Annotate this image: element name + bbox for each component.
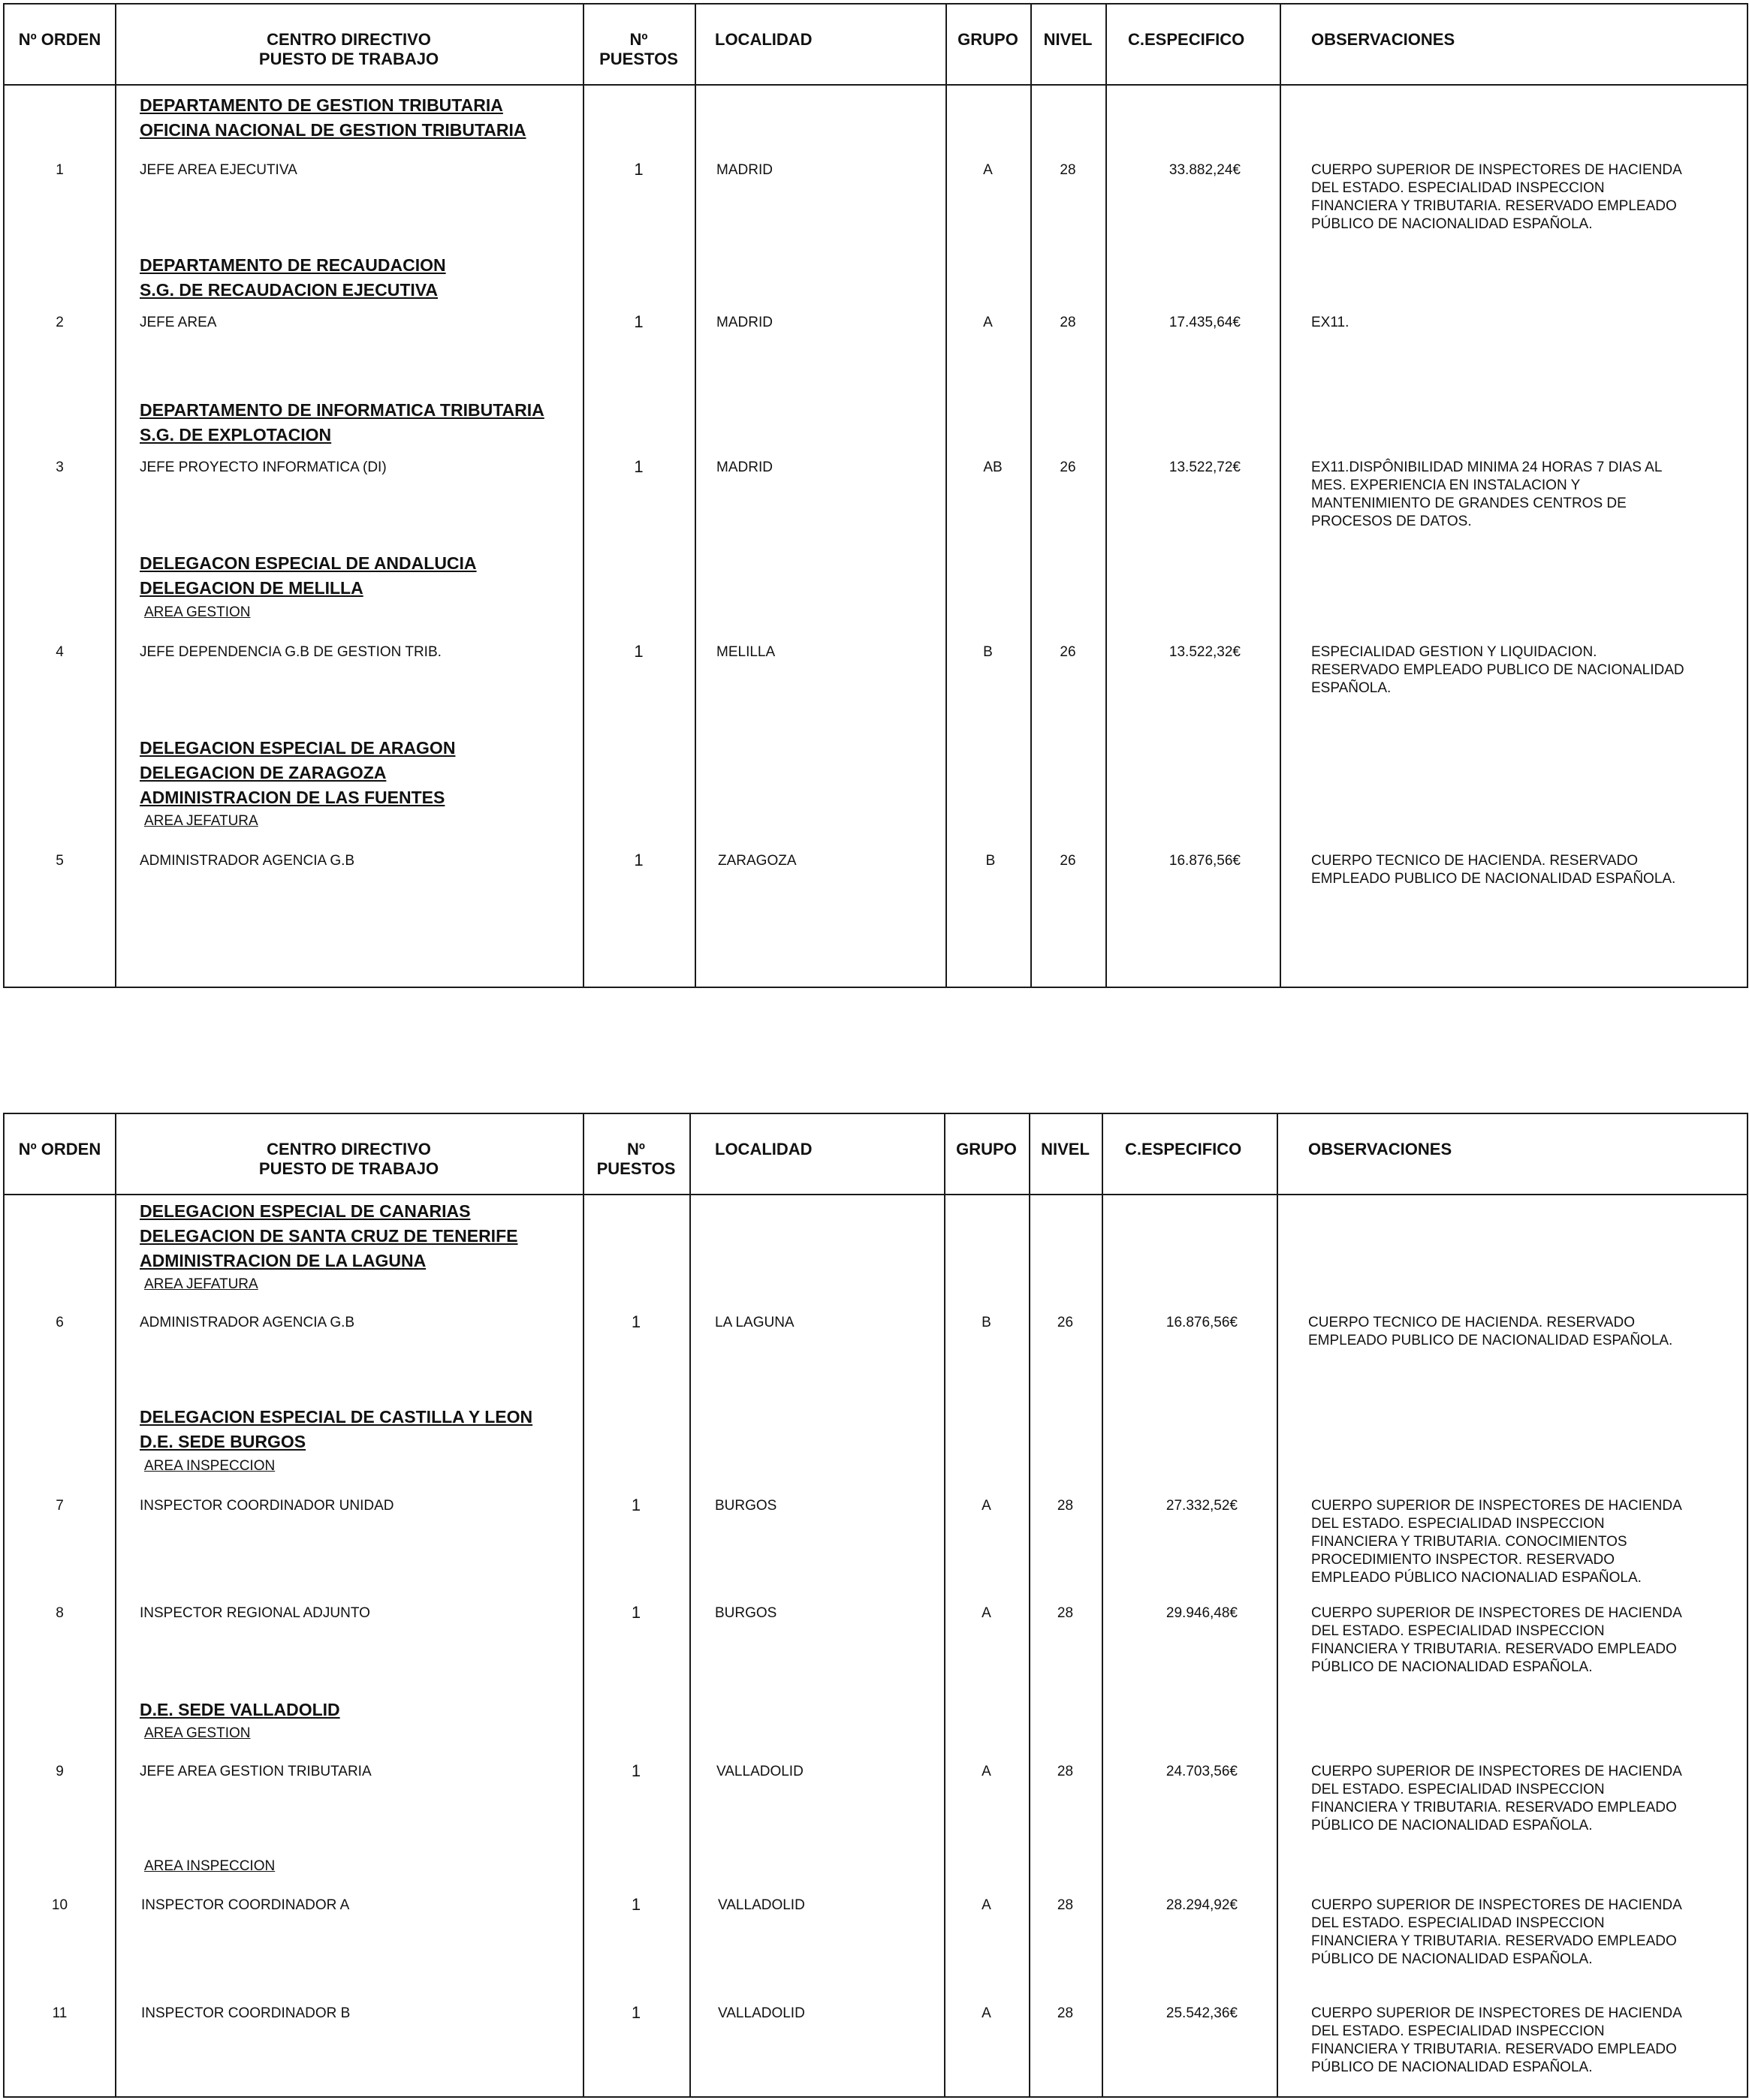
row-nivel: 28	[1060, 315, 1076, 330]
subsection-heading: AREA JEFATURA	[144, 813, 258, 829]
obs-line: CUERPO SUPERIOR DE INSPECTORES DE HACIENDA	[1311, 1897, 1682, 1913]
row-observaciones	[1308, 1314, 1714, 1350]
header-localidad: LOCALIDAD	[715, 1140, 813, 1158]
section-heading: D.E. SEDE BURGOS	[140, 1432, 306, 1451]
section-heading: DELEGACION ESPECIAL DE ARAGON	[140, 738, 456, 758]
row-especifico: 29.946,48€	[1165, 1605, 1238, 1621]
row-nivel: 28	[1057, 1897, 1074, 1913]
column-divider	[945, 5, 947, 987]
obs-line: PROCEDIMIENTO INSPECTOR. RESERVADO	[1311, 1552, 1615, 1568]
row-especifico: 25.542,36€	[1165, 2005, 1238, 2021]
row-grupo: A	[983, 315, 993, 330]
section-heading: S.G. DE RECAUDACION EJECUTIVA	[140, 280, 439, 300]
header-divider	[5, 1194, 1747, 1195]
row-orden: 7	[56, 1498, 64, 1514]
obs-line: RESERVADO EMPLEADO PUBLICO DE NACIONALIDAD	[1311, 662, 1684, 678]
row-num-puestos: 1	[631, 2003, 641, 2022]
row-observaciones	[1311, 852, 1717, 888]
row-orden: 5	[56, 853, 64, 869]
row-nivel: 28	[1057, 2005, 1074, 2021]
row-especifico: 27.332,52€	[1165, 1498, 1238, 1514]
section-heading: DEPARTAMENTO DE RECAUDACION	[140, 255, 446, 275]
row-nivel: 28	[1057, 1498, 1074, 1514]
row-localidad: VALLADOLID	[716, 1764, 804, 1779]
obs-line: MANTENIMIENTO DE GRANDES CENTROS DE	[1311, 496, 1627, 511]
column-divider	[115, 5, 116, 987]
obs-line: ESPAÑOLA.	[1311, 680, 1392, 696]
row-localidad: MADRID	[716, 315, 773, 330]
header-divider	[5, 84, 1747, 86]
row-num-puestos: 1	[634, 457, 644, 476]
obs-line: FINANCIERA Y TRIBUTARIA. RESERVADO EMPLEADO	[1311, 2041, 1677, 2057]
obs-line: CUERPO SUPERIOR DE INSPECTORES DE HACIENDA	[1311, 1764, 1682, 1779]
row-nivel: 26	[1057, 1315, 1074, 1330]
row-num-puestos: 1	[634, 851, 644, 869]
section-heading: ADMINISTRACION DE LA LAGUNA	[140, 1251, 427, 1270]
obs-line: DEL ESTADO. ESPECIALIDAD INSPECCION	[1311, 2023, 1605, 2039]
obs-line: PÚBLICO DE NACIONALIDAD ESPAÑOLA.	[1311, 216, 1593, 232]
row-observaciones	[1311, 1763, 1717, 1835]
row-grupo: B	[983, 644, 993, 660]
obs-line: EX11.	[1311, 315, 1349, 330]
obs-line: CUERPO SUPERIOR DE INSPECTORES DE HACIENDA	[1311, 2005, 1682, 2021]
row-especifico: 13.522,72€	[1169, 459, 1241, 475]
subsection-heading: AREA JEFATURA	[144, 1276, 258, 1292]
row-localidad: LA LAGUNA	[715, 1315, 795, 1330]
header-puestos-line2: PUESTOS	[599, 50, 678, 68]
header-nivel: NIVEL	[1043, 30, 1093, 49]
row-grupo: A	[983, 162, 993, 178]
row-localidad: VALLADOLID	[718, 2005, 805, 2021]
row-observaciones	[1311, 1497, 1717, 1587]
header-centro-line2: PUESTO DE TRABAJO	[258, 1159, 439, 1178]
row-nivel: 26	[1060, 459, 1076, 475]
row-localidad: VALLADOLID	[718, 1897, 805, 1913]
obs-line: DEL ESTADO. ESPECIALIDAD INSPECCION	[1311, 1915, 1605, 1931]
row-nivel: 28	[1057, 1764, 1074, 1779]
section-heading: ADMINISTRACION DE LAS FUENTES	[140, 788, 445, 807]
obs-line: FINANCIERA Y TRIBUTARIA. CONOCIMIENTOS	[1311, 1534, 1627, 1550]
column-divider	[115, 1114, 116, 2096]
row-especifico: 17.435,64€	[1169, 315, 1241, 330]
header-puestos-line2: PUESTOS	[596, 1159, 676, 1178]
row-puesto: ADMINISTRADOR AGENCIA G.B	[140, 853, 355, 869]
row-puesto: JEFE AREA EJECUTIVA	[140, 162, 297, 178]
row-puesto: JEFE AREA	[140, 315, 217, 330]
obs-line: DEL ESTADO. ESPECIALIDAD INSPECCION	[1311, 180, 1605, 196]
row-num-puestos: 1	[631, 1496, 641, 1514]
table-2	[3, 1113, 1748, 2098]
header-observaciones: OBSERVACIONES	[1311, 30, 1455, 49]
row-especifico: 24.703,56€	[1165, 1764, 1238, 1779]
row-puesto: JEFE PROYECTO INFORMATICA (DI)	[140, 459, 387, 475]
row-localidad: MADRID	[716, 162, 773, 178]
header-puestos	[583, 30, 695, 69]
row-observaciones	[1311, 643, 1717, 697]
row-num-puestos: 1	[631, 1312, 641, 1331]
obs-line: FINANCIERA Y TRIBUTARIA. RESERVADO EMPLEADO	[1311, 1641, 1677, 1657]
header-nivel: NIVEL	[1041, 1140, 1090, 1158]
subsection-heading: AREA GESTION	[144, 1725, 251, 1741]
column-divider	[689, 1114, 691, 2096]
row-nivel: 28	[1057, 1605, 1074, 1621]
row-localidad: BURGOS	[715, 1605, 777, 1621]
obs-line: PÚBLICO DE NACIONALIDAD ESPAÑOLA.	[1311, 2059, 1593, 2075]
header-grupo: GRUPO	[957, 30, 1018, 49]
row-puesto: INSPECTOR COORDINADOR B	[141, 2005, 351, 2021]
row-grupo: A	[982, 1498, 991, 1514]
header-puestos	[583, 1140, 689, 1179]
row-puesto: JEFE AREA GESTION TRIBUTARIA	[140, 1764, 372, 1779]
column-divider	[1280, 5, 1281, 987]
row-puesto: INSPECTOR COORDINADOR A	[141, 1897, 350, 1913]
header-puestos-line1: Nº	[627, 1140, 645, 1158]
section-heading: DEPARTAMENTO DE GESTION TRIBUTARIA	[140, 95, 503, 115]
obs-line: EX11.DISPÔNIBILIDAD MINIMA 24 HORAS 7 DIAS AL	[1311, 459, 1663, 475]
obs-line: CUERPO SUPERIOR DE INSPECTORES DE HACIENDA	[1311, 1605, 1682, 1621]
section-heading: DELEGACION DE MELILLA	[140, 578, 363, 598]
row-grupo: A	[982, 1764, 991, 1779]
header-centro-line2: PUESTO DE TRABAJO	[258, 50, 439, 68]
obs-line: FINANCIERA Y TRIBUTARIA. RESERVADO EMPLEADO	[1311, 1800, 1677, 1815]
section-heading: DELEGACION DE ZARAGOZA	[140, 763, 387, 782]
obs-line: PÚBLICO DE NACIONALIDAD ESPAÑOLA.	[1311, 1951, 1593, 1967]
row-especifico: 13.522,32€	[1169, 644, 1241, 660]
row-num-puestos: 1	[631, 1603, 641, 1622]
obs-line: DEL ESTADO. ESPECIALIDAD INSPECCION	[1311, 1782, 1605, 1797]
row-orden: 4	[56, 644, 64, 660]
row-orden: 8	[56, 1605, 64, 1621]
row-orden: 9	[56, 1764, 64, 1779]
obs-line: PROCESOS DE DATOS.	[1311, 514, 1472, 529]
table-1	[3, 3, 1748, 988]
row-observaciones	[1311, 1604, 1717, 1677]
row-observaciones	[1311, 2005, 1717, 2077]
header-centro-line1: CENTRO DIRECTIVO	[267, 1140, 431, 1158]
obs-line: ESPECIALIDAD GESTION Y LIQUIDACION.	[1311, 644, 1597, 660]
header-grupo: GRUPO	[956, 1140, 1017, 1158]
section-heading: DELEGACION ESPECIAL DE CANARIAS	[140, 1201, 471, 1221]
obs-line: PÚBLICO DE NACIONALIDAD ESPAÑOLA.	[1311, 1659, 1593, 1675]
row-grupo: B	[982, 1315, 991, 1330]
row-orden: 6	[56, 1315, 64, 1330]
row-orden: 1	[56, 162, 64, 178]
section-heading: D.E. SEDE VALLADOLID	[140, 1700, 340, 1719]
row-nivel: 26	[1060, 644, 1076, 660]
column-divider	[1105, 5, 1107, 987]
section-heading: DELEGACION DE SANTA CRUZ DE TENERIFE	[140, 1226, 518, 1246]
subsection-heading: AREA INSPECCION	[144, 1458, 276, 1474]
row-localidad: MELILLA	[716, 644, 776, 660]
row-especifico: 33.882,24€	[1169, 162, 1241, 178]
header-orden: Nº ORDEN	[18, 30, 101, 49]
row-num-puestos: 1	[631, 1895, 641, 1914]
row-puesto: JEFE DEPENDENCIA G.B DE GESTION TRIB.	[140, 644, 442, 660]
section-heading: OFICINA NACIONAL DE GESTION TRIBUTARIA	[140, 120, 526, 140]
row-nivel: 28	[1060, 162, 1076, 178]
column-divider	[1030, 5, 1032, 987]
row-observaciones	[1311, 1897, 1717, 1969]
row-grupo: B	[985, 853, 996, 869]
row-especifico: 16.876,56€	[1169, 853, 1241, 869]
subsection-heading: AREA INSPECCION	[144, 1858, 276, 1874]
section-heading: DELEGACON ESPECIAL DE ANDALUCIA	[140, 553, 477, 573]
row-orden: 11	[52, 2005, 68, 2021]
header-centro-directivo	[115, 1140, 583, 1179]
header-especifico: C.ESPECIFICO	[1125, 1140, 1242, 1158]
header-especifico: C.ESPECIFICO	[1128, 30, 1245, 49]
header-puestos-line1: Nº	[629, 30, 648, 49]
obs-line: FINANCIERA Y TRIBUTARIA. RESERVADO EMPLEADO	[1311, 1933, 1677, 1949]
row-grupo: A	[982, 2005, 991, 2021]
row-observaciones	[1311, 459, 1717, 531]
row-num-puestos: 1	[634, 160, 644, 179]
row-orden: 10	[51, 1897, 68, 1913]
header-orden: Nº ORDEN	[18, 1140, 101, 1158]
obs-line: PÚBLICO DE NACIONALIDAD ESPAÑOLA.	[1311, 1818, 1593, 1833]
obs-line: MES. EXPERIENCIA EN INSTALACION Y	[1311, 478, 1581, 493]
row-num-puestos: 1	[631, 1761, 641, 1780]
row-num-puestos: 1	[634, 312, 644, 331]
obs-line: CUERPO TECNICO DE HACIENDA. RESERVADO	[1308, 1315, 1635, 1330]
row-puesto: INSPECTOR REGIONAL ADJUNTO	[140, 1605, 370, 1621]
obs-line: EMPLEADO PUBLICO DE NACIONALIDAD ESPAÑOLA.	[1308, 1333, 1673, 1348]
row-observaciones	[1311, 314, 1717, 332]
obs-line: DEL ESTADO. ESPECIALIDAD INSPECCION	[1311, 1623, 1605, 1639]
row-puesto: INSPECTOR COORDINADOR UNIDAD	[140, 1498, 394, 1514]
row-grupo: A	[982, 1897, 991, 1913]
subsection-heading: AREA GESTION	[144, 604, 251, 620]
column-divider	[695, 5, 696, 987]
row-especifico: 16.876,56€	[1165, 1315, 1238, 1330]
header-centro-directivo	[115, 30, 583, 69]
row-observaciones	[1311, 161, 1717, 234]
obs-line: FINANCIERA Y TRIBUTARIA. RESERVADO EMPLEADO	[1311, 198, 1677, 214]
header-centro-line1: CENTRO DIRECTIVO	[267, 30, 431, 49]
row-grupo: A	[982, 1605, 991, 1621]
section-heading: S.G. DE EXPLOTACION	[140, 425, 332, 444]
row-localidad: BURGOS	[715, 1498, 777, 1514]
row-localidad: ZARAGOZA	[718, 853, 797, 869]
row-orden: 3	[56, 459, 64, 475]
row-grupo: AB	[983, 459, 1003, 475]
obs-line: CUERPO SUPERIOR DE INSPECTORES DE HACIENDA	[1311, 1498, 1682, 1514]
section-heading: DEPARTAMENTO DE INFORMATICA TRIBUTARIA	[140, 400, 544, 420]
obs-line: EMPLEADO PUBLICO DE NACIONALIDAD ESPAÑOLA.	[1311, 871, 1676, 887]
column-divider	[1277, 1114, 1278, 2096]
header-localidad: LOCALIDAD	[715, 30, 813, 49]
row-puesto: ADMINISTRADOR AGENCIA G.B	[140, 1315, 355, 1330]
header-observaciones: OBSERVACIONES	[1308, 1140, 1452, 1158]
section-heading: DELEGACION ESPECIAL DE CASTILLA Y LEON	[140, 1407, 533, 1427]
obs-line: EMPLEADO PÚBLICO NACIONALIAD ESPAÑOLA.	[1311, 1570, 1642, 1586]
row-num-puestos: 1	[634, 642, 644, 661]
obs-line: CUERPO SUPERIOR DE INSPECTORES DE HACIENDA	[1311, 162, 1682, 178]
obs-line: CUERPO TECNICO DE HACIENDA. RESERVADO	[1311, 853, 1638, 869]
obs-line: DEL ESTADO. ESPECIALIDAD INSPECCION	[1311, 1516, 1605, 1532]
row-orden: 2	[56, 315, 64, 330]
row-localidad: MADRID	[716, 459, 773, 475]
row-nivel: 26	[1060, 853, 1076, 869]
column-divider	[583, 5, 584, 987]
row-especifico: 28.294,92€	[1165, 1897, 1238, 1913]
